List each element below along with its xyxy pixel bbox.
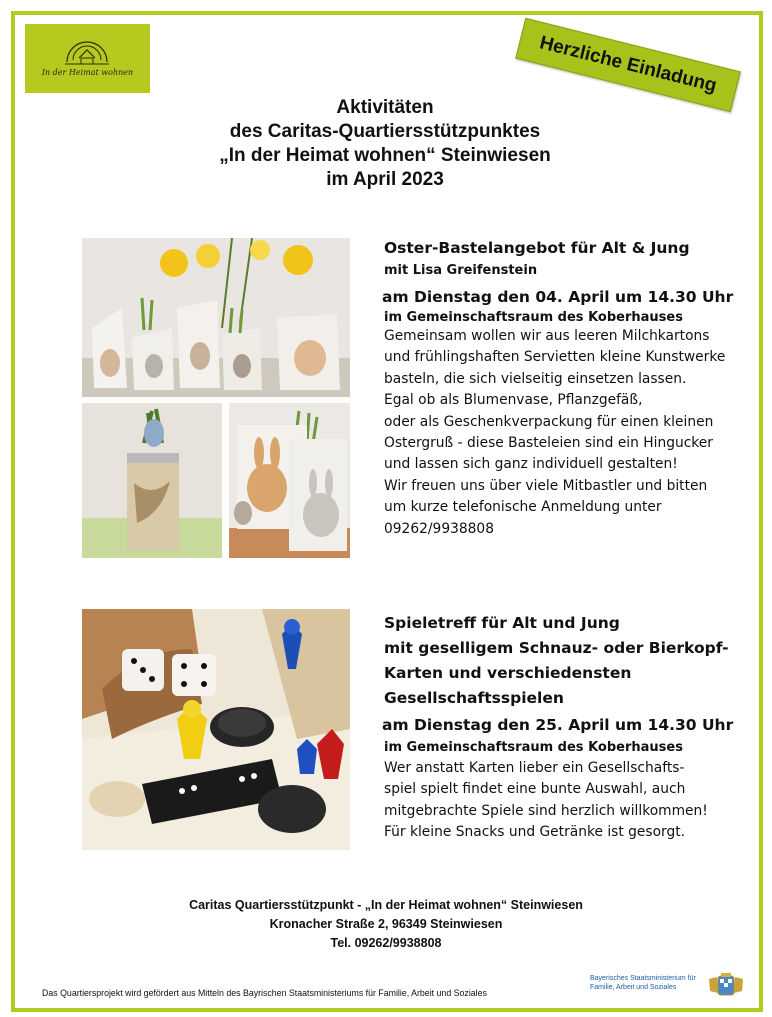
description-line: mitgebrachte Spiele sind herzlich willkommen! [384,802,708,819]
logo-text: In der Heimat wohnen [41,68,134,77]
description-line: Für kleine Snacks und Getränke ist gesorgt. [384,824,685,841]
event-date: am Dienstag den 25. April um 14.30 Uhr [382,716,734,734]
title-line: „In der Heimat wohnen“ Steinwiesen [219,145,551,166]
ministry-line: Bayerisches Staatsministerium für [590,975,696,982]
description-line: Wer anstatt Karten lieber ein Gesellschafts- [384,760,685,776]
event-game-meetup [384,611,733,844]
title-line: Aktivitäten [336,97,434,118]
funding-note: Das Quartiersprojekt wird gefördert aus Mitteln des Bayrischen Staatsministeriums für Familie, Arbeit und Soziales [42,988,487,998]
event-heading: Spieletreff für Alt und Jung [384,614,620,632]
description-line: spiel spielt findet eine bunte Auswahl, auch [384,781,686,798]
title-line: im April 2023 [326,169,444,190]
ministry-line: Familie, Arbeit und Soziales [590,983,677,991]
page-title [150,96,620,192]
footer-address: Kronacher Straße 2, 96349 Steinwiesen [269,917,503,931]
contact-footer [100,896,672,953]
description-line: Gemeinsam wollen wir aus leeren Milchkartons [384,328,710,344]
description-line: und lassen sich ganz individuell gestalten! [384,456,678,473]
description-line: Ostergruß - diese Basteleien sind ein Hingucker [384,435,713,452]
footer-phone: Tel. 09262/9938808 [330,936,442,950]
bavarian-crest-icon [706,973,746,997]
event-host: mit Lisa Greifenstein [384,263,538,278]
event-description [384,326,733,540]
easter-crafts-photo [82,238,350,397]
description-line: um kurze telefonische Anmeldung unter [384,499,662,516]
ministry-label [590,975,696,992]
event-description [384,758,733,844]
bunny-cartons-photo [229,403,350,558]
carton-vase-photo [82,403,222,558]
event-heading: Karten und verschiedensten [384,664,632,682]
phone-number: 09262/9938808 [384,520,494,537]
house-sun-icon [61,36,113,66]
invitation-banner: Herzliche Einladung [515,18,741,112]
footer-org: Caritas Quartiersstützpunkt - „In der Heimat wohnen“ Steinwiesen [189,898,583,912]
event-heading: Oster-Bastelangebot für Alt & Jung [384,239,690,257]
description-line: oder als Geschenkverpackung für einen kleinen [384,413,714,430]
title-line: des Caritas-Quartiersstützpunktes [229,121,541,142]
board-games-photo [82,609,350,850]
description-line: Wir freuen uns über viele Mitbastler und bitten [384,477,708,494]
logo [25,24,150,93]
event-heading: Gesellschaftsspielen [384,689,564,707]
event-location: im Gemeinschaftsraum des Koberhauses [384,740,683,755]
description-line: basteln, die sich vielseitig einsetzen lassen. [384,370,687,387]
description-line: Egal ob als Blumenvase, Pflanzgefäß, [384,392,643,409]
description-line: und frühlingshaften Servietten kleine Kunstwerke [384,349,726,366]
event-heading: mit geselligem Schnauz- oder Bierkopf- [384,639,729,657]
event-easter-crafts [384,236,733,540]
event-location: im Gemeinschaftsraum des Koberhauses [384,310,683,325]
event-date: am Dienstag den 04. April um 14.30 Uhr [382,288,734,306]
